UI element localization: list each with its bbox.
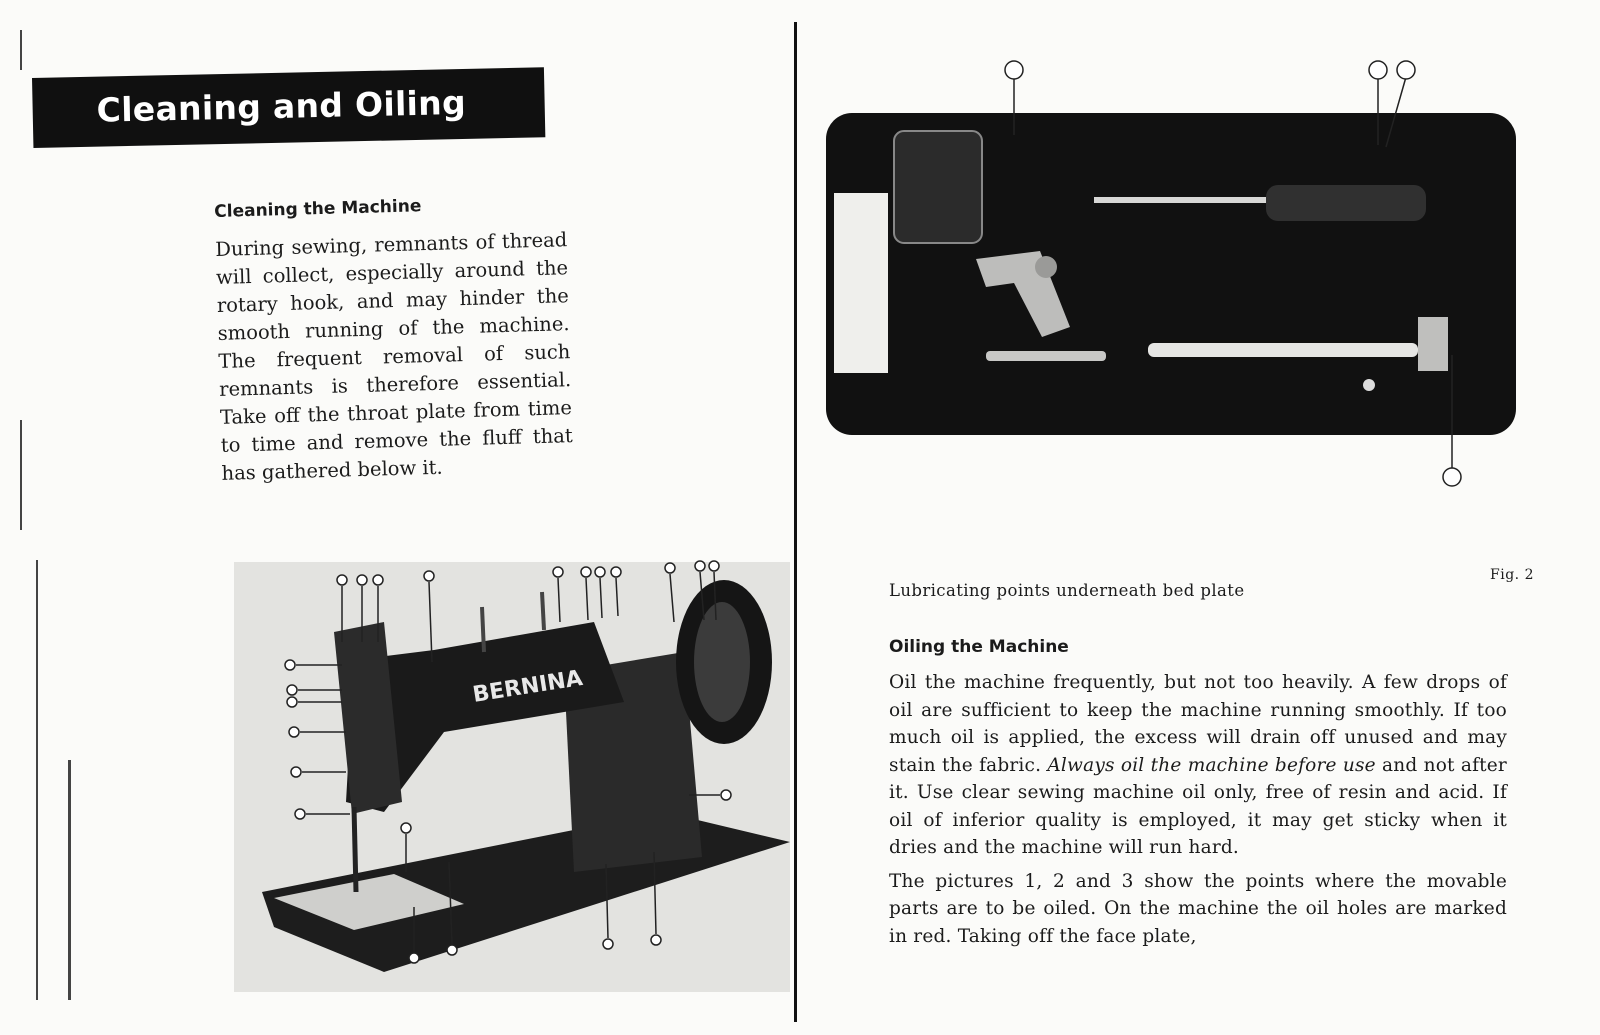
lower-shaft: [1148, 343, 1418, 357]
shaft-housing: [1266, 185, 1426, 221]
upper-shaft: [1094, 197, 1294, 203]
oiling-heading: Oiling the Machine: [889, 637, 1069, 657]
shaft-bearing: [1418, 317, 1448, 371]
cleaning-section: [214, 192, 574, 488]
oiling-text-b: and not after it. Use clear sewing machine oil only, free of resin and acid. If oil of inferior quality is employed, it may get sticky when it dries and the machine will run hard.: [889, 754, 1507, 858]
handwheel-inner: [694, 602, 750, 722]
figure-label: Fig. 2: [1490, 567, 1534, 583]
spool-pin: [542, 592, 544, 630]
cleaning-paragraph: During sewing, remnants of thread will collect, especially around the rotary hook, and may hinder the smooth running of the machine. The frequent removal of such remnants is therefore essential. Take off the throat plate from time to time and remove the fluff that has gathered below it.: [215, 228, 573, 485]
page-title: Cleaning and Oiling: [96, 82, 467, 130]
right-page: [797, 0, 1600, 1035]
needle-bar: [354, 807, 356, 892]
oiling-section: [889, 637, 1507, 950]
left-page: [0, 0, 795, 1035]
feed-knob: [1035, 256, 1057, 278]
sewing-machine-figure: [234, 552, 810, 1008]
oiling-paragraph-1: [889, 669, 1507, 862]
oil-hole: [1363, 379, 1375, 391]
brand-label: BERNINA: [471, 665, 585, 708]
hook-cover: [894, 131, 982, 243]
figure-caption: Lubricating points underneath bed plate: [889, 581, 1245, 600]
spool-pin: [482, 607, 484, 652]
cleaning-heading: Cleaning the Machine: [214, 196, 422, 222]
oiling-paragraph-2: The pictures 1, 2 and 3 show the points where the movable parts are to be oiled. On the machine the oil holes are marked in red. Taking off the face plate,: [889, 870, 1507, 947]
lower-shaft-left: [986, 351, 1106, 361]
oiling-emphasis: Always oil the machine before use: [1047, 754, 1376, 776]
bed-plate-figure: [826, 55, 1554, 495]
bed-plate-edge: [834, 193, 888, 373]
oiling-text-a: Oil the machine frequently, but not too heavily. A few drops of oil are sufficient to keep the machine running smoothly. If too much oil is applied, the excess will drain off unused and may stain the fabric.: [889, 672, 1507, 776]
title-banner: [32, 67, 545, 148]
